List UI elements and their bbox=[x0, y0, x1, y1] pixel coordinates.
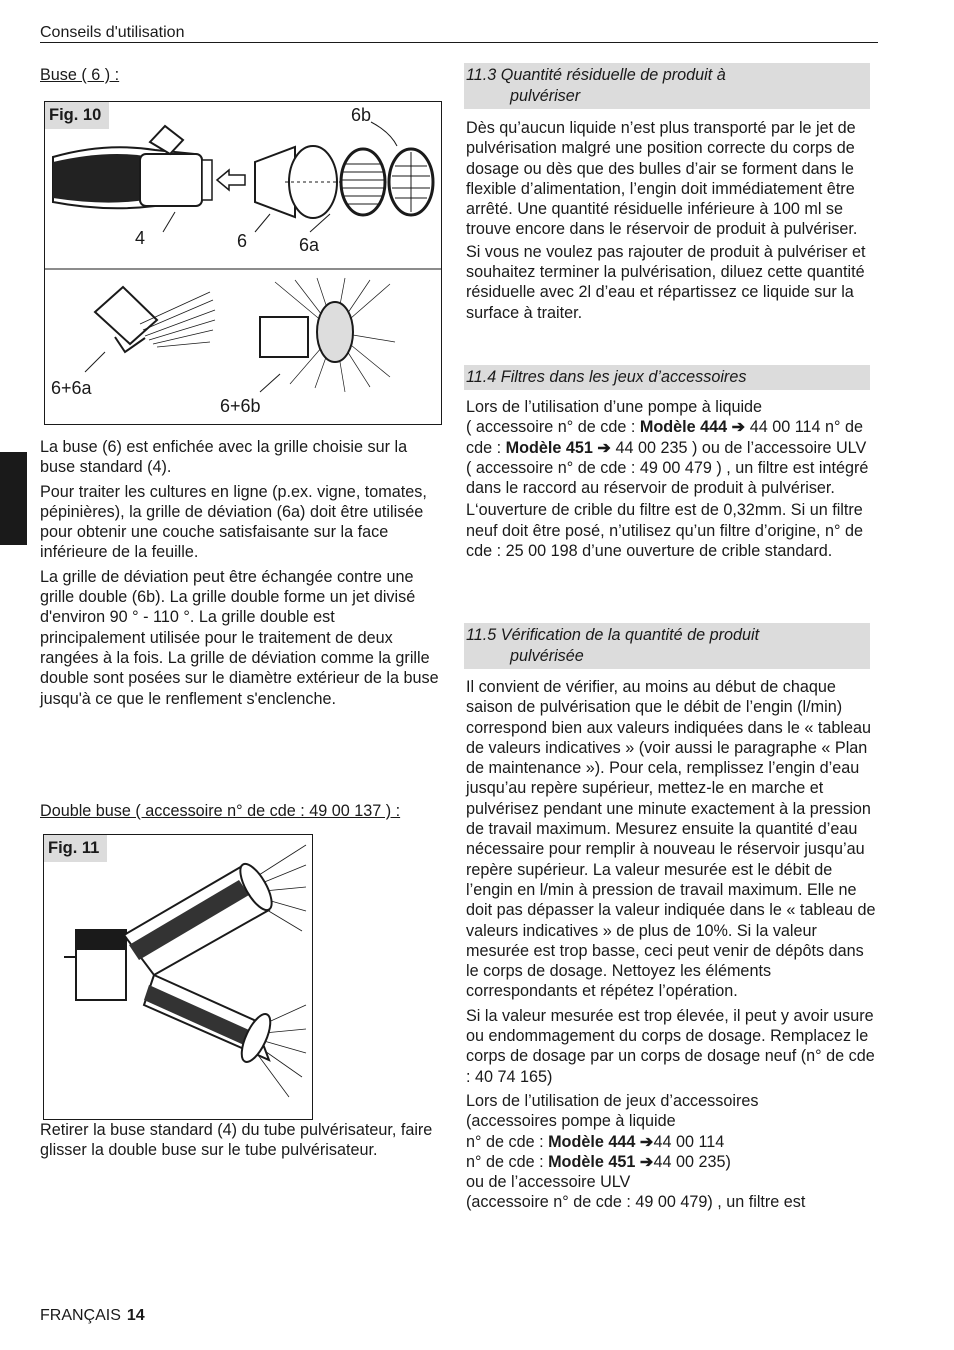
figure-10 bbox=[44, 101, 442, 425]
section-11-3-title-line1: 11.3 Quantité résiduelle de produit à bbox=[466, 66, 726, 84]
header-rule bbox=[40, 42, 878, 43]
s114-line-c: n° de cde : bbox=[466, 418, 863, 457]
s115-line-c2: n° de cde : bbox=[466, 1152, 544, 1171]
section-11-3-heading bbox=[464, 63, 870, 109]
callout-4: 4 bbox=[135, 228, 146, 248]
model-451-label: Modèle 451 bbox=[505, 438, 593, 457]
page-header-title: Conseils d'utilisation bbox=[40, 24, 185, 41]
callout-6: 6 bbox=[237, 231, 248, 251]
double-buse-paragraph: Retirer la buse standard (4) du tube pulvérisateur, faire glisser la double buse sur le tube pulvérisateur. bbox=[40, 1121, 433, 1160]
section-11-5-title-line2: pulvérisée bbox=[510, 647, 584, 665]
section-tab-marker bbox=[0, 452, 27, 545]
section-11-5-paragraph-1: Il convient de vérifier, au moins au début de chaque saison de pulvérisation que le débit de l’engin (l/min) correspond bien aux valeurs indiquées dans le « tableau de valeurs indicatives » (voir aussi le paragraphe « Plan de maintenance »). Pour cela, remplissez l’engin d’eau jusqu’au repère supérieur, mettez-le en marche et pulvérisez pendant une minute exactement à la pression de travail maximum. Mesurez ensuite la quantité d’eau nécessaire pour remplir à nouveau le réservoir jusqu’au repère supérieur. La valeur mesurée est le débit de l’engin en l/min à pression de travail maximum. Elle ne doit pas dépasser la valeur indiquée dans le « tableau de valeurs indicatives » de plus de 10%. Si la valeur mesurée est trop basse, ceci peut venir de dépôts dans le corps de dosage. Nettoyez les éléments correspondants et répétez l’opération. bbox=[466, 678, 876, 1001]
s115-line-e: (accessoire n° de cde : 49 00 479) , un filtre est bbox=[466, 1193, 806, 1212]
double-buse-heading: Double buse ( accessoire n° de cde : 49 00 137 ) : bbox=[40, 802, 401, 820]
arrow-icon: ➔ bbox=[731, 418, 746, 437]
figure-11-illustration bbox=[44, 835, 312, 1119]
section-11-4-paragraph-2: L‘ouverture de crible du filtre est de 0,32mm. Si un filtre neuf doit être posé, n’utilisez qu’un filtre d’origine, n° de cde : 25 00 198 d’une ouverture de crible standard. bbox=[466, 501, 864, 561]
s115-line-d: ou de l’accessoire ULV bbox=[466, 1173, 631, 1192]
s115-line-b: (accessoires pompe à liquide bbox=[466, 1112, 676, 1131]
s114-line-a: Lors de l’utilisation d’une pompe à liquide bbox=[466, 398, 763, 416]
s115-line-c1: n° de cde : bbox=[466, 1132, 544, 1151]
model-451-label: Modèle 451 bbox=[548, 1152, 636, 1171]
section-11-4-text bbox=[466, 397, 876, 561]
buse-paragraph-2: Pour traiter les cultures en ligne (p.ex. vigne, tomates, pépinières), la grille de déviation (6a) doit être utilisée pour obtenir une couche satisfaisante sur la face inférieure de la feuille. bbox=[40, 482, 427, 562]
footer-language: FRANÇAIS bbox=[40, 1307, 121, 1324]
section-11-5-text bbox=[466, 677, 876, 1213]
arrow-icon: ➔ bbox=[639, 1132, 654, 1151]
callout-6b: 6b bbox=[351, 105, 372, 125]
model-444-label: Modèle 444 bbox=[548, 1132, 636, 1151]
section-11-4-heading: 11.4 Filtres dans les jeux d’accessoires bbox=[464, 365, 870, 390]
s114-line-b: ( accessoire n° de cde : bbox=[466, 418, 636, 437]
callout-6-6b: 6+6b bbox=[220, 396, 261, 416]
buse-heading: Buse ( 6 ) : bbox=[40, 66, 120, 84]
figure-10-illustration bbox=[45, 102, 441, 424]
model-444-number: 44 00 114 bbox=[749, 418, 821, 437]
page-footer bbox=[40, 1306, 145, 1326]
model-444-number: 44 00 114 bbox=[653, 1132, 725, 1151]
figure-11 bbox=[43, 834, 313, 1120]
figure-11-label: Fig. 11 bbox=[44, 835, 107, 862]
model-444-label: Modèle 444 bbox=[639, 418, 728, 437]
buse-paragraph-1: La buse (6) est enfichée avec la grille choisie sur la buse standard (4). bbox=[40, 438, 408, 477]
section-11-3-paragraph-1: Dès qu’aucun liquide n’est plus transporté par le jet de pulvérisation malgré une position correcte du corps de dosage ou dès que des bulles d’air se forment dans le flexible d’alimentation, l’engin doit immédiatement être arrêté. Une quantité résiduelle inférieure à 100 ml se trouve encore dans le réservoir de produit à pulvériser. bbox=[466, 119, 858, 239]
section-11-4-paragraph-1 bbox=[466, 397, 876, 498]
section-11-5-paragraph-2: Si la valeur mesurée est trop élevée, il peut y avoir usure ou endommagement du corps de dosage. Remplacez le corps de dosage par un corps de dosage neuf (n° de cde : 40 74 165) bbox=[466, 1006, 875, 1086]
section-11-5-paragraph-3 bbox=[466, 1091, 876, 1213]
figure-10-label: Fig. 10 bbox=[45, 102, 109, 129]
arrow-icon: ➔ bbox=[639, 1152, 654, 1171]
s115-line-a: Lors de l’utilisation de jeux d’accessoires bbox=[466, 1091, 759, 1110]
section-11-3-title-line2: pulvériser bbox=[510, 87, 581, 105]
callout-6a: 6a bbox=[299, 235, 320, 255]
callout-6-6a: 6+6a bbox=[51, 378, 92, 398]
s114-line-d: l’accessoire ULV ( accessoire n° de cde : 49 00 479 ) , un filtre est intégré dans le raccord au réservoir de produit à pulvériser. bbox=[466, 438, 869, 498]
section-11-3-paragraph-2: Si vous ne voulez pas rajouter de produit à pulvériser et souhaitez terminer la pulvérisation, diluez cette quantité résiduelle avec 2l d’eau et répartissez ce liquide sur la surface à traiter. bbox=[466, 242, 866, 322]
model-451-number: 44 00 235 ) ou de bbox=[615, 438, 743, 457]
section-11-3-text bbox=[466, 118, 876, 323]
buse-paragraph-3: La grille de déviation peut être échangée contre une grille double (6b). La grille double forme un jet divisé d'environ 90 ° - 110 °. La grille double est principalement utilisée pour le traitement de deux rangées à la fois. La grille de déviation comme la grille double sont posées sur le diamètre extérieur de la buse jusqu'à ce que le renflement s'enclenche. bbox=[40, 567, 439, 708]
model-451-number: 44 00 235) bbox=[653, 1152, 731, 1171]
page-number: 14 bbox=[126, 1307, 145, 1324]
arrow-icon: ➔ bbox=[597, 438, 611, 457]
section-11-5-heading bbox=[464, 623, 870, 669]
section-11-5-title-line1: 11.5 Vérification de la quantité de produit bbox=[466, 626, 760, 644]
left-text-block bbox=[40, 437, 440, 709]
